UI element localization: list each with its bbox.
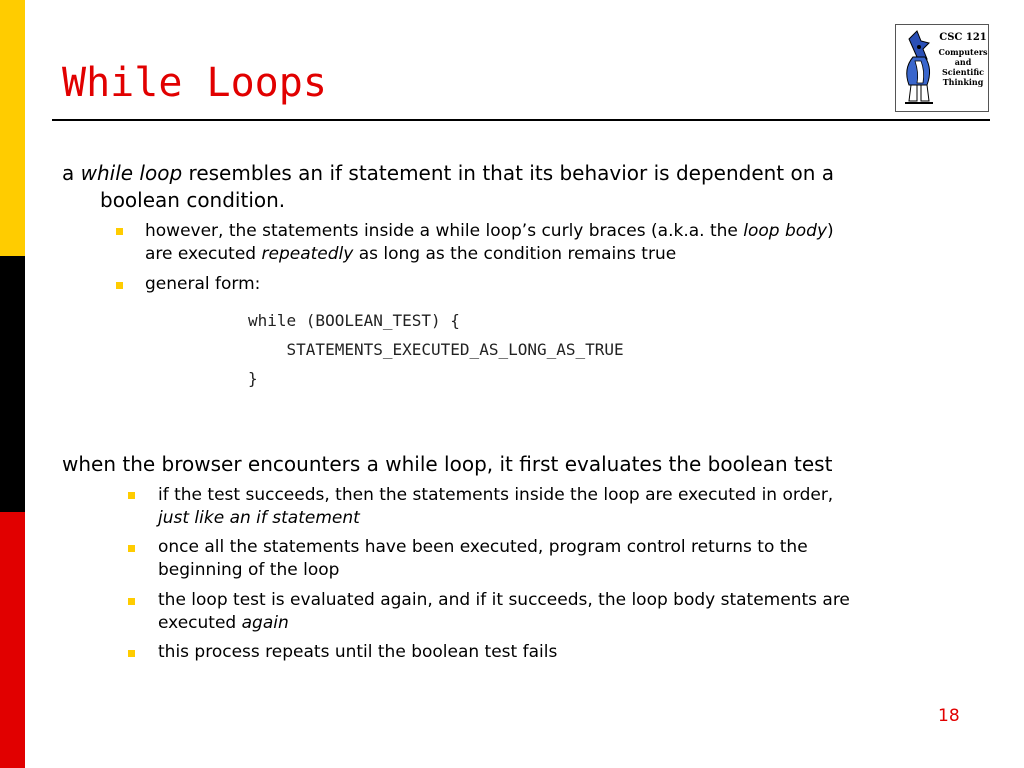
italic-term: loop body	[743, 221, 828, 241]
list-item	[158, 536, 978, 582]
text-run: if the test succeeds, then the statements inside the loop are executed in order,	[158, 485, 834, 505]
italic-term: repeatedly	[261, 244, 354, 264]
text-run: beginning of the loop	[158, 560, 340, 580]
list-item: this process repeats until the boolean test fails	[158, 642, 558, 662]
bullet-icon	[128, 650, 135, 657]
logo-word: Thinking	[942, 77, 984, 87]
bullet-icon	[116, 282, 123, 289]
intro-paragraph	[62, 160, 962, 214]
text-run: a	[62, 161, 81, 185]
italic-term: while loop	[80, 161, 183, 185]
bullet-icon	[116, 228, 123, 235]
list-item	[158, 484, 978, 530]
logo-text	[938, 33, 988, 87]
black-side-stripe	[0, 256, 25, 512]
bullet-icon	[128, 545, 135, 552]
logo-word: Scientific	[941, 67, 984, 77]
code-block	[248, 306, 624, 393]
logo-course-code: CSC 121	[939, 32, 987, 43]
italic-term: again	[241, 613, 289, 633]
evaluation-paragraph: when the browser encounters a while loop, it first evaluates the boolean test	[62, 452, 833, 476]
logo-word: and	[954, 57, 972, 67]
text-run: the loop test is evaluated again, and if it succeeds, the loop body statements are	[158, 590, 850, 610]
text-run: once all the statements have been executed, program control returns to the	[158, 537, 808, 557]
red-side-stripe	[0, 512, 25, 768]
course-logo	[895, 24, 989, 112]
list-item: general form:	[145, 274, 261, 294]
text-run: boolean condition.	[100, 188, 286, 212]
slide-title: While Loops	[62, 60, 327, 106]
text-run: executed	[158, 613, 242, 633]
text-run: resembles an if statement in that its behavior is dependent on a	[182, 161, 835, 185]
text-run: as long as the condition remains true	[353, 244, 677, 264]
code-line: STATEMENTS_EXECUTED_AS_LONG_AS_TRUE	[248, 340, 624, 359]
bullet-icon	[128, 492, 135, 499]
page-number: 18	[938, 706, 960, 726]
yellow-side-stripe	[0, 0, 25, 256]
code-line: }	[248, 369, 258, 388]
text-run: )	[827, 221, 834, 241]
text-run: however, the statements inside a while loop’s curly braces (a.k.a. the	[145, 221, 744, 241]
list-item	[145, 220, 975, 266]
title-divider	[52, 119, 990, 121]
logo-word: Computers	[938, 47, 988, 57]
bluejay-mascot-icon	[899, 29, 941, 109]
code-line: while (BOOLEAN_TEST) {	[248, 311, 460, 330]
bullet-icon	[128, 598, 135, 605]
text-run: are executed	[145, 244, 262, 264]
list-item	[158, 589, 988, 635]
italic-term: just like an if statement	[158, 508, 360, 528]
